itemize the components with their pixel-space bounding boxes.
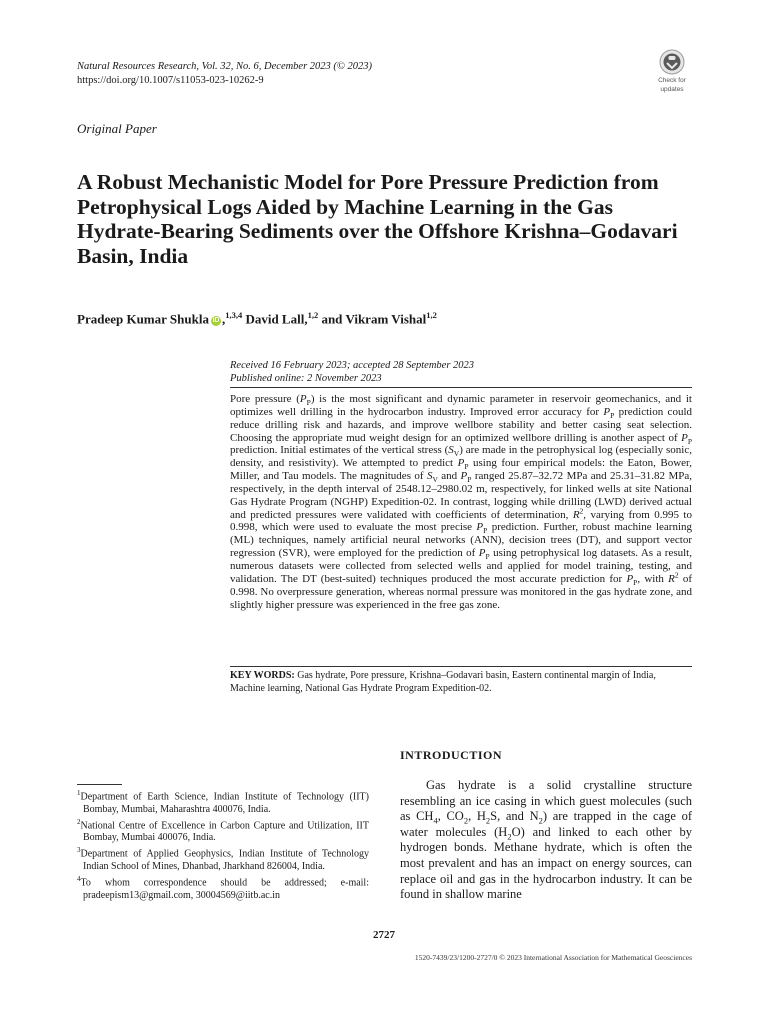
keywords xyxy=(230,670,692,695)
orcid-icon[interactable]: iD xyxy=(212,317,220,325)
footnote xyxy=(77,873,369,902)
introduction-text: Gas hydrate is a solid crystalline structure resembling an ice casing in which guest molecules (such as $CH_4$, $CO_2$, $H_2S$, and $N_2$) are trapped in the cage of water molecules $(H_2O)$ and linked to each other by hydrogen bonds. Methane hydrate, which is often the most prevalent and has an impact on energy sources, can replace oil and gas in the hydrocarbon industry. It can be found in shallow marine xyxy=(400,778,692,902)
author-affiliation: 1,3,4 xyxy=(225,310,243,320)
footnote-rule xyxy=(77,784,122,785)
section-heading-introduction: INTRODUCTION xyxy=(400,748,503,762)
badge-label-1: Check for xyxy=(658,77,686,84)
footnote xyxy=(77,844,369,873)
keywords-label: KEY WORDS: xyxy=(230,670,295,681)
author-affiliation: 1,2 xyxy=(307,310,319,320)
paper-title: A Robust Mechanistic Model for Pore Pressure Prediction from Petrophysical Logs Aided by Machine Learning in the Gas Hydrate-Bearing Sediments over the Offshore Krishna–Godavari Basin, India xyxy=(77,170,678,268)
check-for-updates-badge[interactable] xyxy=(652,49,692,93)
author-name: David Lall, xyxy=(245,311,308,327)
abstract-text: Pore pressure $(P_P)$ is the most significant and dynamic parameter in reservoir geomechanics, and it optimizes well drilling in the hydrocarbon industry. Improved error accuracy for $P_P$ prediction could reduce drilling risk and hazards, and improve wellbore stability and better casing seat selection. Choosing the appropriate mud weight design for an optimized wellbore drilling is another aspect of $P_P$ prediction. Initial estimates of the vertical stress $(S_V)$ are made in the petrophysical log (especially sonic, density, and resistivity). We attempted to predict $P_P$ using four empirical models: the Eaton, Bower, Miller, and Tau models. The magnitudes of $S_V$ and $P_P$ ranged 25.87–32.72 MPa and 25.31–31.82 MPa, respectively, in the depth interval of 2548.12–2980.02 m, respectively, for linked wells at site National Gas Hydrate Program (NGHP) Expedition-02. In contrast, logging while drilling (LWD) derived actual and predicted pressures were validated with coefficients of determination, $R^2$, varying from 0.995 to 0.998, which were used to evaluate the most precise $P_P$ prediction. Further, robust machine learning (ML) techniques, namely artificial neural networks (ANN), decision trees (DT), and support vector regression (SVR), were employed for the prediction of $P_P$ using petrophysical log datasets. As a result, numerous datasets were collected from selected wells and applied for model training, testing, and validation. The DT (best-suited) techniques produced the most accurate prediction for $P_P$, with $R^2$ of 0.998. No overpressure generation, whereas normal pressure was monitored in the gas hydrate zone, and slightly higher pressure was experienced in the free gas zone. xyxy=(230,393,693,611)
paper-type: Original Paper xyxy=(77,121,157,136)
footnote-number: 1 xyxy=(77,789,81,797)
copyright-line: 1520-7439/23/1200-2727/0 © 2023 International Association for Mathematical Geosciences xyxy=(414,953,692,962)
footnote xyxy=(77,816,369,845)
footnote-text: Department of Earth Science, Indian Institute of Technology (IIT) Bombay, Mumbai, Maharashtra 400076, India. xyxy=(80,791,369,815)
author-affiliation: 1,2 xyxy=(426,310,437,320)
received-date: Received 16 February 2023; accepted 28 September 2023 xyxy=(230,360,475,371)
journal-header xyxy=(77,60,372,87)
footnote-number: 3 xyxy=(77,846,81,855)
author-name: Pradeep Kumar Shukla xyxy=(77,311,209,327)
published-date: Published online: 2 November 2023 xyxy=(230,372,382,384)
abstract-top-rule xyxy=(230,387,692,388)
page-number: 2727 xyxy=(373,929,395,941)
abstract xyxy=(230,393,692,611)
doi-link[interactable]: https://doi.org/10.1007/s11053-023-10262-9 xyxy=(77,74,264,86)
author-separator: and xyxy=(318,311,346,327)
journal-citation: Natural Resources Research, Vol. 32, No. 6, December 2023 (© 2023) xyxy=(77,61,373,72)
footnote-number: 2 xyxy=(77,817,81,826)
footnote-text: To whom correspondence should be addressed; e-mail: pradeepism13@gmail.com, 30004569@iitb.ac.in xyxy=(80,877,369,901)
badge-label-2: updates xyxy=(660,86,684,93)
check-for-updates-icon xyxy=(659,49,685,75)
footnote-text: National Centre of Excellence in Carbon Capture and Utilization, IIT Bombay, Mumbai 400076, India. xyxy=(80,820,369,844)
footnote xyxy=(77,787,369,816)
keywords-text: Gas hydrate, Pore pressure, Krishna–Godavari basin, Eastern continental margin of India, Machine learning, National Gas Hydrate Program Expedition-02. xyxy=(230,670,656,694)
author-name: Vikram Vishal xyxy=(345,311,427,327)
abstract-bottom-rule xyxy=(230,666,692,667)
footnotes xyxy=(77,787,369,902)
author-list: Pradeep Kumar Shukla iD ,$^{1,3,4}$ David Lall,$^{1,2}$ and Vikram Vishal$^{1,2}$ xyxy=(77,310,437,327)
publication-dates xyxy=(230,360,474,385)
footnote-number: 4 xyxy=(77,875,81,884)
footnote-text: Department of Applied Geophysics, Indian Institute of Technology Indian School of Mines, Dhanbad, Jharkhand 826004, India. xyxy=(80,848,369,872)
